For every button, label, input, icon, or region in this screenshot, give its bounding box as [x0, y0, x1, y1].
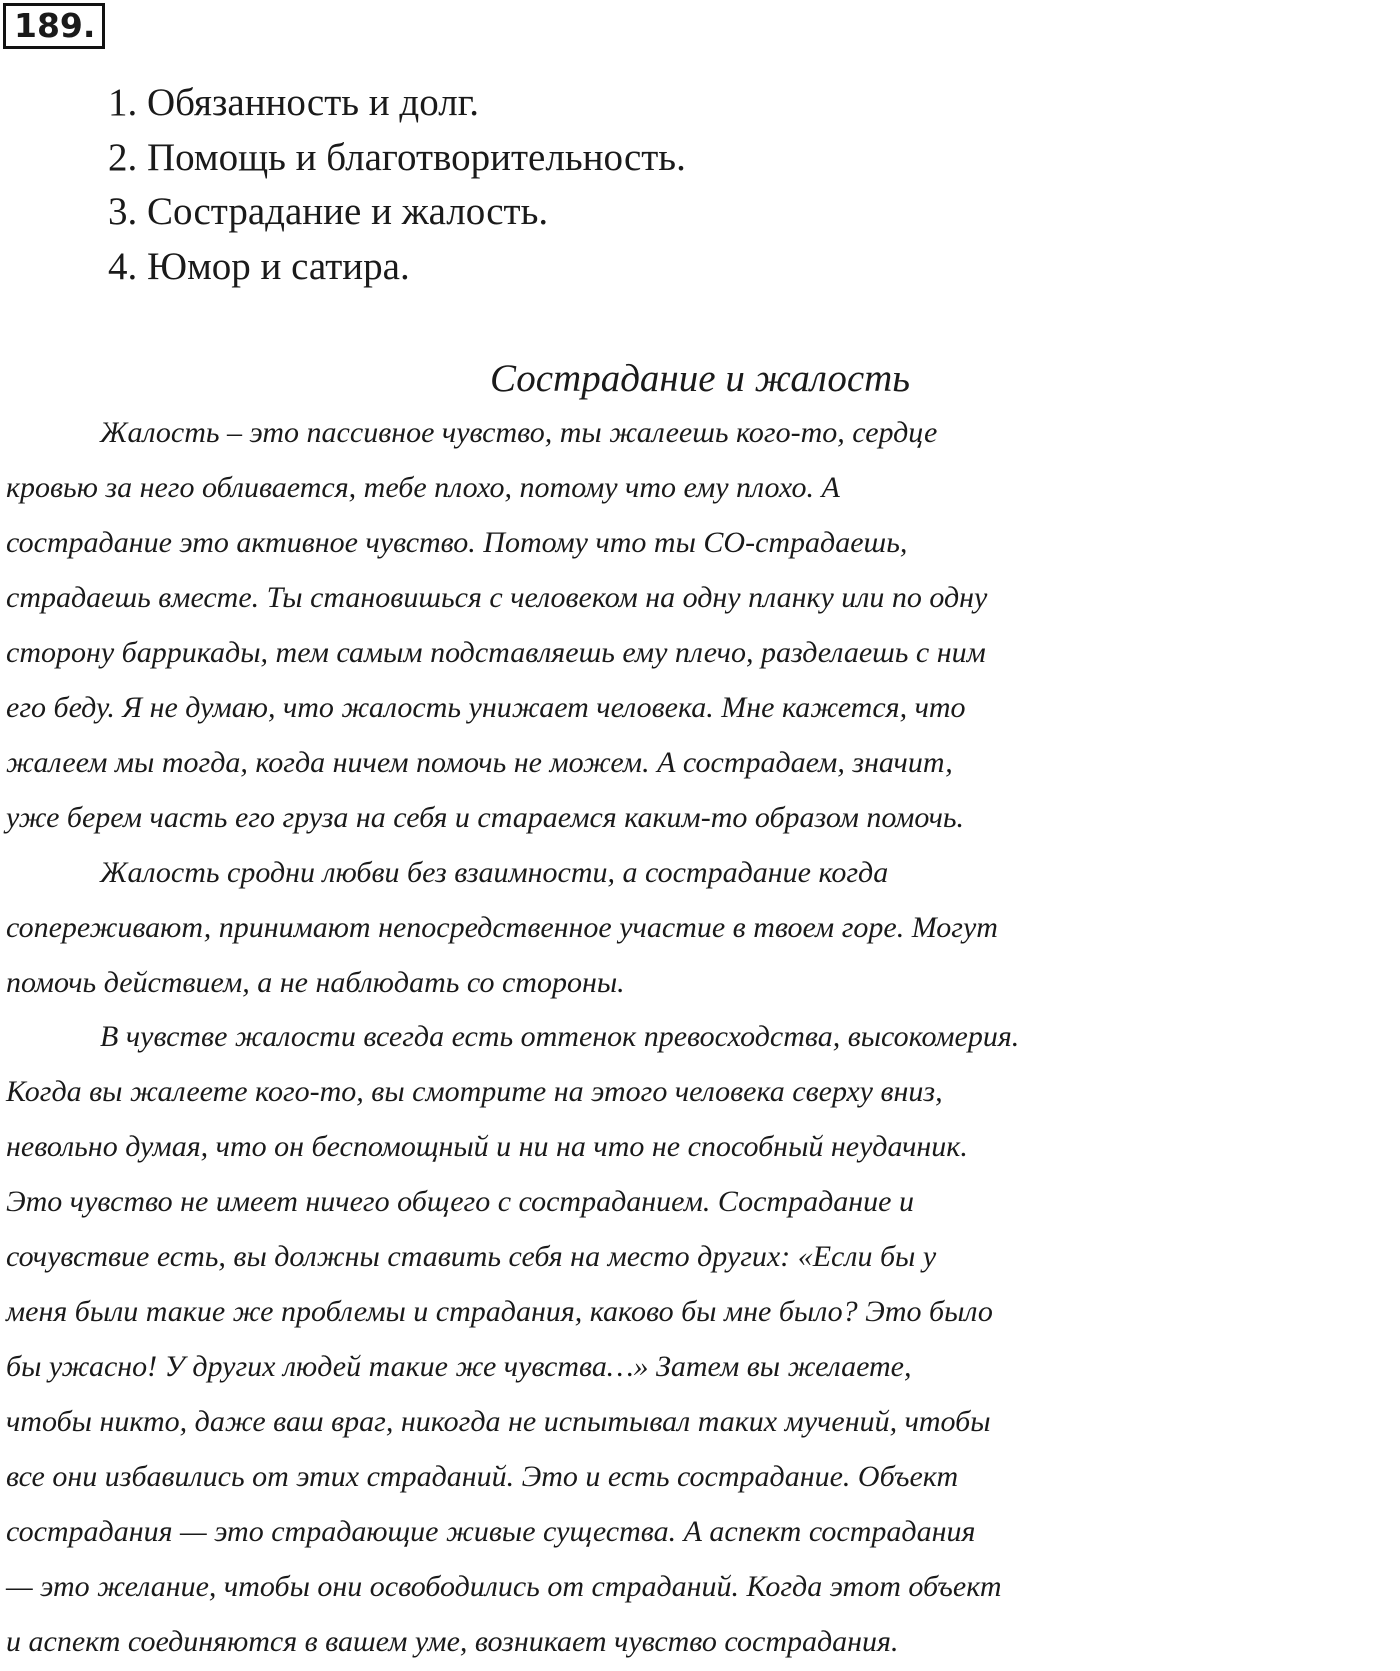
essay-body: [6, 406, 1396, 1670]
essay-line: меня были такие же проблемы и страдания, каково бы мне было? Это было: [6, 1295, 993, 1329]
topic-item: 4. Юмор и сатира.: [108, 244, 410, 288]
essay-title: Сострадание и жалость: [489, 357, 911, 400]
essay-line: кровью за него обливается, тебе плохо, потому что ему плохо. А: [6, 470, 840, 504]
essay-line: — это желание, чтобы они освободились от страданий. Когда этот объект: [6, 1570, 1002, 1604]
essay-line: Жалость – это пассивное чувство, ты жалеешь кого-то, сердце: [100, 416, 938, 449]
essay-line: все они избавились от этих страданий. Это и есть сострадание. Объект: [6, 1460, 959, 1494]
topic-list: [108, 76, 686, 294]
essay-line: жалеем мы тогда, когда ничем помочь не можем. А сострадаем, значит,: [6, 745, 953, 779]
essay-line: помочь действием, а не наблюдать со стороны.: [6, 965, 625, 999]
topic-item: 3. Сострадание и жалость.: [108, 190, 549, 234]
essay-line: сострадание это активное чувство. Потому что ты СО-страдаешь,: [6, 525, 908, 559]
topic-item: 1. Обязанность и долг.: [108, 81, 480, 124]
essay-line: бы ужасно! У других людей такие же чувства…» Затем вы желаете,: [6, 1350, 912, 1384]
essay-line: сочувствие есть, вы должны ставить себя на место других: «Если бы у: [6, 1240, 937, 1274]
essay-line: чтобы никто, даже ваш враг, никогда не испытывал таких мучений, чтобы: [6, 1405, 991, 1439]
essay-line: уже берем часть его груза на себя и стараемся каким-то образом помочь.: [6, 800, 965, 834]
essay-line: Это чувство не имеет ничего общего с состраданием. Сострадание и: [6, 1185, 914, 1219]
essay-line: Когда вы жалеете кого-то, вы смотрите на этого человека сверху вниз,: [6, 1075, 943, 1109]
essay-line: и аспект соединяются в вашем уме, возникает чувство сострадания.: [6, 1624, 899, 1658]
essay-line: невольно думая, что он беспомощный и ни на что не способный неудачник.: [6, 1130, 968, 1164]
essay-line: сопереживают, принимают непосредственное участие в твоем горе. Могут: [6, 910, 998, 944]
topic-item: 2. Помощь и благотворительность.: [108, 135, 686, 179]
essay-line: его беду. Я не думаю, что жалость унижает человека. Мне кажется, что: [6, 690, 966, 724]
essay-line: В чувстве жалости всегда есть оттенок превосходства, высокомерия.: [100, 1020, 1020, 1054]
exercise-number: 189.: [3, 3, 105, 49]
essay-line: страдаешь вместе. Ты становишься с человеком на одну планку или по одну: [6, 580, 988, 614]
essay-line: сторону баррикады, тем самым подставляешь ему плечо, разделаешь с ним: [6, 635, 986, 669]
essay-line: Жалость сродни любви без взаимности, а сострадание когда: [100, 855, 889, 889]
essay-line: сострадания — это страдающие живые существа. А аспект сострадания: [6, 1515, 976, 1549]
